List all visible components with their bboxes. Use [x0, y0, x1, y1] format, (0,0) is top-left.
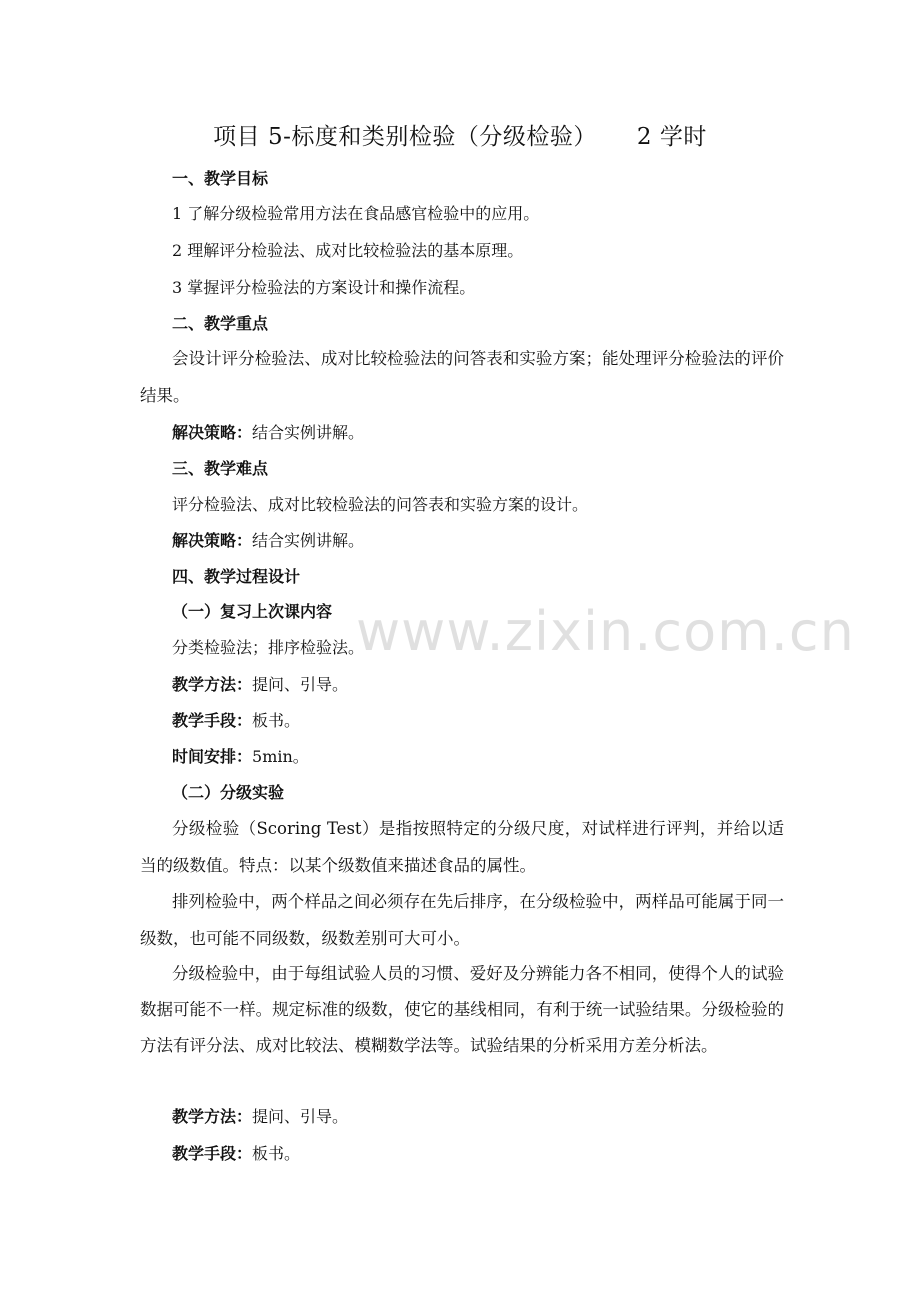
strategy-text: 结合实例讲解。: [252, 423, 365, 442]
strategy-text: 结合实例讲解。: [252, 531, 365, 550]
title-hours: 2 学时: [636, 124, 707, 150]
review-text: 分类检验法；排序检验法。: [172, 638, 365, 657]
strategy-label: 解决策略：: [172, 423, 253, 442]
strategy-line-2: [172, 530, 364, 552]
strategy-label: 解决策略：: [172, 531, 253, 550]
means-label: 教学手段：: [172, 1144, 253, 1163]
method-line-2: [172, 1106, 348, 1128]
method-label: 教学方法：: [172, 675, 253, 694]
method-text: 提问、引导。: [252, 675, 349, 694]
subsection-heading-grading: （二）分级实验: [172, 783, 285, 802]
section-heading-process: 四、教学过程设计: [172, 567, 301, 586]
title-text: 项目 5-标度和类别检验（分级检验）: [213, 124, 597, 150]
means-line-1: [172, 710, 300, 732]
page-title: [0, 118, 920, 151]
objective-item-3: 3 掌握评分检验法的方案设计和操作流程。: [172, 278, 476, 297]
means-label: 教学手段：: [172, 711, 253, 730]
method-text: 提问、引导。: [252, 1107, 349, 1126]
time-line: [172, 746, 309, 768]
method-line-1: [172, 674, 348, 696]
objective-item-2: 2 理解评分检验法、成对比较检验法的基本原理。: [172, 241, 524, 260]
section-heading-difficulties: 三、教学难点: [172, 459, 269, 478]
section-heading-objectives: 一、教学目标: [172, 169, 269, 188]
watermark: www.zixin.com.cn: [356, 600, 855, 663]
paragraph-3: 分级检验中，由于每组试验人员的习惯、爱好及分辨能力各不相同，使得个人的试验数据可能不一样。规定标准的级数，使它的基线相同，有利于统一试验结果。分级检验的方法有评分法、成对比较法、模糊数学法等。试验结果的分析采用方差分析法。: [140, 964, 784, 1055]
method-label: 教学方法：: [172, 1107, 253, 1126]
paragraph-1: 分级检验（Scoring Test）是指按照特定的分级尺度，对试样进行评判，并给以适当的级数值。特点：以某个级数值来描述食品的属性。: [140, 819, 784, 875]
paragraph-2: 排列检验中，两个样品之间必须存在先后排序，在分级检验中，两样品可能属于同一级数，也可能不同级数，级数差别可大可小。: [140, 892, 784, 948]
time-label: 时间安排：: [172, 747, 253, 766]
objective-item-1: 1 了解分级检验常用方法在食品感官检验中的应用。: [172, 204, 540, 223]
section-heading-key-points: 二、教学重点: [172, 314, 269, 333]
means-text: 板书。: [252, 1144, 301, 1163]
means-line-2: [172, 1143, 300, 1165]
strategy-line-1: [172, 422, 364, 444]
subsection-heading-review: （一）复习上次课内容: [172, 602, 333, 621]
means-text: 板书。: [252, 711, 301, 730]
key-points-text: 会设计评分检验法、成对比较检验法的问答表和实验方案；能处理评分检验法的评价结果。: [140, 349, 784, 405]
difficulties-text: 评分检验法、成对比较检验法的问答表和实验方案的设计。: [172, 495, 589, 514]
time-text: 5min。: [252, 747, 309, 766]
